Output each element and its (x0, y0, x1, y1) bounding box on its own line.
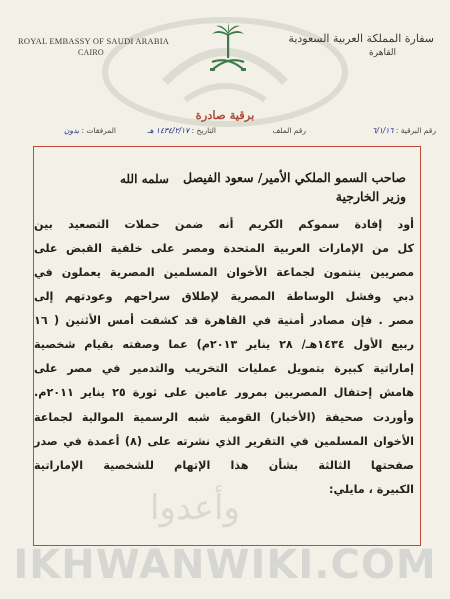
attachments-field (64, 126, 116, 135)
date-value: ١٤٣٤/٢/١٧ هـ (147, 126, 190, 135)
telegram-number (372, 126, 436, 135)
addressee-line-1: صاحب السمو الملكي الأمير/ سعود الفيصل (182, 170, 406, 185)
embassy-english-title: ROYAL EMBASSY OF SAUDI ARABIA (18, 36, 170, 46)
date-label: التاريخ : (191, 126, 216, 135)
date-field (147, 126, 216, 135)
body-line: دبي وفشل الوساطة المصرية لإطلاق سراحهم وعودتهم إلى (34, 290, 414, 303)
embassy-arabic-title: سفارة المملكة العربية السعودية (288, 32, 434, 45)
attachments-label: المرفقات : (81, 126, 116, 135)
saudi-emblem-icon (208, 22, 248, 80)
metadata-row (16, 126, 436, 140)
greeting: سلمه الله (120, 172, 169, 186)
body-line: أود إفادة سموكم الكريم أنه ضمن حملات التصعيد بين (34, 218, 414, 231)
body-line: الكبيرة ، مايلي: (329, 483, 414, 496)
body-line: هامش إحتفال المصريين بمرور عامين على ثورة ٢٥ يناير ٢٠١١م. (34, 386, 414, 399)
embassy-english-city: CAIRO (78, 48, 104, 57)
body-line: الأخوان المسلمين في التقرير الذي نشرته على (٨) أعمدة في صدر (34, 435, 414, 448)
attachments-value: بدون (63, 126, 80, 135)
embassy-arabic-city: القاهرة (369, 48, 396, 58)
watermark-site: IKHWANWIKI.COM (13, 542, 437, 588)
body-line: إماراتية كبيرة بتمويل عمليات التخريب والتدمير في مصر على (34, 362, 414, 375)
body-line: مصر . فإن مصادر أمنية في القاهرة قد كشفت أمس الأثنين ( ١٦ (34, 314, 414, 327)
body-line: صفحتها الثالثة بشأن هذا الإتهام للشخصية الإماراتية (34, 459, 414, 472)
body-line: كل من الإمارات العربية المتحدة ومصر على خلفية القبض على (34, 242, 414, 255)
file-number-label: رقم الملف (272, 126, 306, 135)
telegram-number-value: ٦/١/١٦ (372, 126, 394, 135)
document-type-title: برقية صادرة (195, 108, 255, 122)
body-line: وأوردت صحيفة (الأخبار) القومية شبه الرسمية الموالية لجماعة (34, 411, 414, 424)
embassy-english-header (18, 36, 188, 58)
body-line: مصريين ينتمون لجماعة الأخوان المسلمين المصرية يعملون في (34, 266, 414, 279)
embassy-arabic-header (264, 32, 434, 58)
telegram-number-label: رقم البرقية : (395, 126, 436, 135)
body-line: ربيع الأول ١٤٣٤هـ/ ٢٨ يناير ٢٠١٣م) عما وصفته بقيام شخصية (34, 338, 415, 351)
watermark-word: وأعدوا (150, 488, 240, 528)
addressee-line-2: وزير الخارجية (335, 189, 406, 204)
